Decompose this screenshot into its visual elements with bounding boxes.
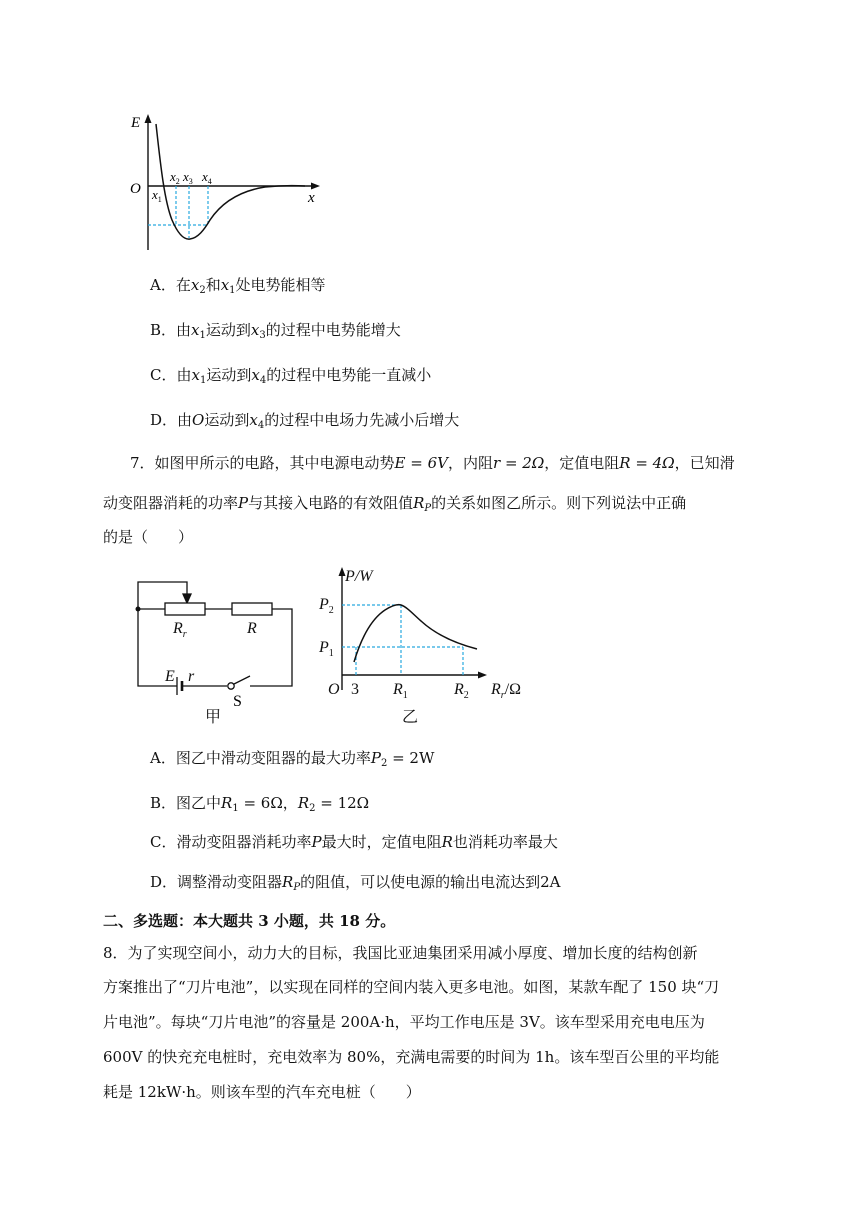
q8-line3: 片电池”。每块“刀片电池”的容量是 200A·h，平均工作电压是 3V。该车型采用充电电压为 — [103, 1013, 705, 1031]
stem-text: ，已知滑 — [674, 454, 735, 472]
q7-stem-line2 — [103, 492, 686, 520]
switch-pivot — [228, 683, 234, 689]
math-sub: 2 — [199, 285, 206, 296]
q7-option-b — [150, 792, 369, 820]
math-var: R — [221, 794, 233, 812]
math-var: x — [249, 411, 258, 429]
label-origin: O — [328, 681, 340, 698]
r-axis-arrow — [478, 672, 487, 679]
label-p1: $P_1$ — [319, 639, 334, 659]
math-sub: P — [424, 503, 432, 514]
option-text: D．调整滑动变阻器 — [150, 873, 283, 891]
option-text: B．图乙中 — [150, 794, 222, 812]
math-var: x — [220, 276, 230, 294]
math-var: P — [370, 749, 381, 767]
q7-stem-line1 — [130, 452, 735, 474]
resistor-r — [232, 603, 272, 615]
slider-arrow — [183, 594, 191, 603]
label-x1: $x_1$ — [152, 187, 162, 204]
option-text: 运动到 — [206, 366, 252, 384]
math-R: R = 4Ω — [619, 454, 675, 472]
label-pw: P/W — [345, 568, 373, 585]
q7-option-d — [150, 871, 560, 899]
q8-line2: 方案推出了“刀片电池”，以实现在同样的空间内装入更多电池。如图，某款车配了 150 块“刀 — [103, 978, 720, 996]
label-r1: $R_1$ — [393, 681, 408, 701]
math-P: P — [238, 494, 249, 512]
power-resistance-graph — [315, 562, 535, 707]
option-text: C．滑动变阻器消耗功率 — [150, 833, 312, 851]
label-x2: $x_2$ — [170, 169, 180, 186]
math-sub: 2 — [380, 758, 388, 769]
option-text: A．在 — [150, 276, 191, 294]
math-value: = 12Ω — [315, 794, 370, 812]
option-text: ， — [282, 794, 298, 812]
stem-text: 与其接入电路的有效阻值 — [248, 494, 414, 512]
option-text: 的过程中电场力先减小后增大 — [264, 411, 460, 429]
stem-text: 的是（ ） — [103, 528, 194, 546]
math-sub: 4 — [257, 420, 265, 431]
math-var: P — [311, 833, 322, 851]
axis-label-e: E — [131, 115, 141, 131]
label-p2: $P_2$ — [319, 596, 334, 616]
label-3: 3 — [351, 681, 359, 698]
math-var: R — [297, 794, 310, 812]
math-value: = 6Ω — [238, 794, 283, 812]
option-text: 也消耗功率最大 — [452, 833, 558, 851]
option-text: B．由 — [150, 321, 192, 339]
option-text: 运动到 — [204, 411, 250, 429]
q8-line5: 耗是 12kW·h。则该车型的汽车充电桩（ ） — [103, 1083, 421, 1101]
q6-option-b — [150, 319, 401, 347]
math-Rp: R — [413, 494, 425, 512]
math-var: x — [251, 366, 260, 384]
stem-text: ，定值电阻 — [544, 454, 620, 472]
option-text: 的阻值，可以使电源的输出电流达到2A — [300, 873, 561, 891]
label-e: E — [165, 668, 175, 685]
math-sub: 1 — [199, 375, 207, 386]
math-sub: 1 — [229, 285, 236, 296]
math-sub: 2 — [309, 803, 316, 814]
energy-position-graph — [120, 110, 330, 260]
label-x3: $x_3$ — [183, 169, 193, 186]
label-r2: $R_2$ — [454, 681, 469, 701]
label-r: R — [247, 620, 257, 637]
math-var: x — [190, 276, 200, 294]
math-sub: 1 — [199, 330, 206, 341]
label-rr: $R_r$ — [173, 620, 187, 640]
stem-text: 的关系如图乙所示。则下列说法中正确 — [431, 494, 687, 512]
q6-option-a — [150, 274, 326, 302]
option-text: 的过程中电势能一直减小 — [266, 366, 432, 384]
section-heading: 二、多选题：本大题共 3 小题，共 18 分。 — [103, 912, 396, 930]
math-r: r = 2Ω — [493, 454, 545, 472]
switch-blade — [234, 676, 250, 684]
rheostat-body — [165, 603, 205, 615]
option-text: C．由 — [150, 366, 192, 384]
math-var: x — [250, 321, 260, 339]
q8-line1: 8．为了实现空间小，动力大的目标，我国比亚迪集团采用减小厚度、增加长度的结构创新 — [103, 944, 698, 962]
axis-label-x: x — [308, 190, 315, 206]
option-text: 和 — [205, 276, 221, 294]
caption-yi: 乙 — [402, 707, 419, 726]
label-switch: S — [233, 693, 242, 710]
math-var: R — [441, 833, 453, 851]
q6-option-d — [150, 409, 459, 437]
math-sub: 4 — [259, 375, 267, 386]
power-curve — [354, 605, 477, 662]
label-r-internal: r — [188, 668, 195, 685]
math-var: x — [191, 366, 200, 384]
math-sub: 1 — [232, 803, 239, 814]
math-var: O — [192, 411, 205, 429]
option-text: A．图乙中滑动变阻器的最大功率 — [150, 749, 371, 767]
option-text: 处电势能相等 — [235, 276, 326, 294]
q8-line4: 600V 的快充充电桩时，充电效率为 80%，充满电需要的时间为 1h。该车型百公里的平均能 — [103, 1048, 720, 1066]
stem-text: 7．如图甲所示的电路，其中电源电动势 — [130, 454, 395, 472]
math-value: = 2W — [387, 749, 435, 767]
q7-stem-line3 — [103, 526, 193, 548]
stem-text: 动变阻器消耗的功率 — [103, 494, 239, 512]
q7-option-a — [150, 747, 434, 775]
math-var: R — [282, 873, 294, 891]
caption-jia: 甲 — [205, 707, 222, 726]
q6-option-c — [150, 364, 431, 392]
y-axis-arrow — [145, 114, 152, 123]
math-sub: 3 — [259, 330, 266, 341]
math-var: x — [191, 321, 200, 339]
label-x4: $x_4$ — [202, 169, 212, 186]
option-text: 最大时，定值电阻 — [321, 833, 442, 851]
option-text: D．由 — [150, 411, 193, 429]
origin-label: O — [130, 181, 141, 197]
label-rr-unit: $R_r/\Omega$ — [491, 681, 522, 701]
option-text: 的过程中电势能增大 — [265, 321, 401, 339]
stem-text: ，内阻 — [447, 454, 493, 472]
math-emf: E = 6V — [394, 454, 448, 472]
junction-dot — [136, 607, 141, 612]
math-sub: P — [293, 882, 301, 893]
option-text: 运动到 — [205, 321, 251, 339]
q7-option-c — [150, 831, 558, 853]
x-axis-arrow — [311, 183, 320, 190]
